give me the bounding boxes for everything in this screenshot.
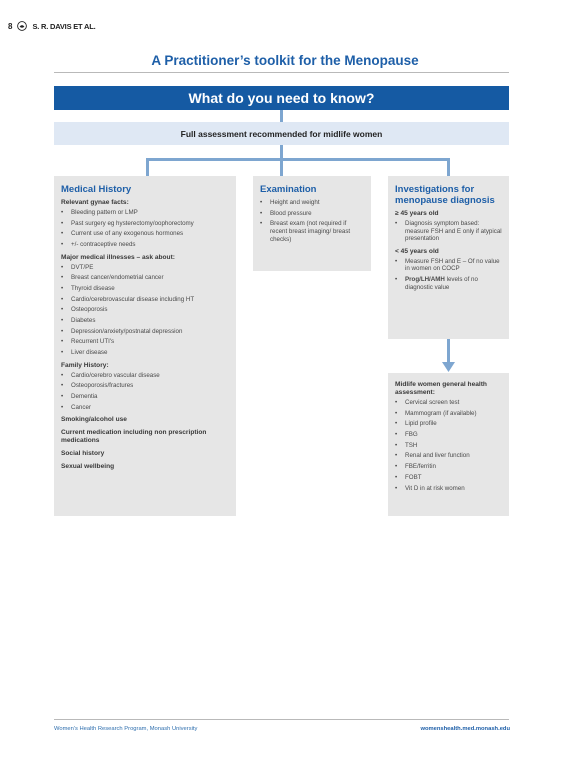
investigations-panel — [388, 176, 509, 339]
social-history-label: Social history — [61, 450, 105, 458]
connector-right — [447, 158, 450, 176]
list-item: • Osteoporosis — [61, 306, 229, 314]
list-item: • Diagnosis symptom based: measure FSH and E only if atypical presentation — [395, 220, 502, 243]
list-item: • Cancer — [61, 404, 229, 412]
connector-left — [146, 158, 149, 176]
illnesses-label: Major medical illnesses – ask about: — [61, 253, 175, 261]
list-item: • Thyroid disease — [61, 285, 229, 293]
connector-banner-sub — [280, 110, 283, 122]
page-number: 8 — [8, 21, 13, 31]
footer-rule — [54, 719, 509, 720]
list-item: • TSH — [395, 442, 502, 450]
journal-logo-icon — [17, 21, 27, 31]
main-banner: What do you need to know? — [54, 86, 509, 110]
running-authors: S. R. DAVIS ET AL. — [32, 21, 96, 31]
medical-history-panel — [54, 176, 236, 516]
illnesses-list — [61, 264, 229, 357]
list-item: • Blood pressure — [260, 210, 364, 218]
list-item: • FOBT — [395, 474, 502, 482]
list-item: • Breast cancer/endometrial cancer — [61, 274, 229, 282]
assessment-subtitle: Full assessment recommended for midlife women — [54, 122, 509, 145]
investigations-heading: Investigations for menopause diagnosis — [395, 184, 495, 206]
connector-horizontal — [146, 158, 450, 161]
examination-heading: Examination — [260, 184, 317, 195]
general-health-panel — [388, 373, 509, 516]
footer-institution: Women's Health Research Program, Monash University — [54, 726, 198, 732]
family-history-list — [61, 372, 229, 412]
title-rule — [54, 72, 509, 73]
list-item: • Mammogram (if available) — [395, 410, 502, 418]
list-item: • Cervical screen test — [395, 399, 502, 407]
examination-panel — [253, 176, 371, 271]
hormones-rest-text: levels of no diagnostic value — [405, 276, 478, 291]
running-header — [8, 20, 96, 32]
gynae-label: Relevant gynae facts: — [61, 199, 129, 206]
list-item: • Current use of any exogenous hormones — [61, 230, 229, 238]
footer-website: womenshealth.med.monash.edu — [420, 726, 510, 732]
page-title: A Practitioner’s toolkit for the Menopause — [151, 53, 419, 68]
hormones-bold-text: Prog/LH/AMH — [405, 276, 445, 284]
list-item: • Past surgery eg hysterectomy/oophorectomy — [61, 220, 229, 228]
connector-middle — [280, 158, 283, 176]
list-item: • Recurrent UTI's — [61, 338, 229, 346]
under-45-list — [395, 258, 502, 291]
medical-history-heading: Medical History — [61, 184, 132, 195]
list-item: • DVT/PE — [61, 264, 229, 272]
list-item: • Liver disease — [61, 349, 229, 357]
sexual-wellbeing-label: Sexual wellbeing — [61, 463, 115, 471]
over-45-label: ≥ 45 years old — [395, 210, 439, 217]
list-item: • Vit D in at risk women — [395, 485, 502, 493]
list-item: • Osteoporosis/fractures — [61, 382, 229, 390]
list-item: • Measure FSH and E – Of no value in women on COCP — [395, 258, 502, 273]
list-item: • Lipid profile — [395, 420, 502, 428]
list-item: • Depression/anxiety/postnatal depression — [61, 328, 229, 336]
list-item: • Cardio/cerebrovascular disease including HT — [61, 296, 229, 304]
medication-label: Current medication including non prescription medications — [61, 429, 207, 445]
family-history-label: Family History: — [61, 361, 109, 369]
list-item: • Height and weight — [260, 199, 364, 207]
examination-list — [260, 199, 364, 243]
list-item: • +/- contraceptive needs — [61, 241, 229, 249]
list-item: • Diabetes — [61, 317, 229, 325]
smoking-label: Smoking/alcohol use — [61, 416, 127, 424]
list-item: • FBG — [395, 431, 502, 439]
list-item: • Dementia — [61, 393, 229, 401]
list-item: • Bleeding pattern or LMP — [61, 209, 229, 217]
gynae-list — [61, 209, 229, 249]
under-45-label: < 45 years old — [395, 247, 439, 255]
list-item: • Breast exam (not required if recent breast imaging/ breast checks) — [260, 220, 364, 243]
general-health-heading: Midlife women general health assessment: — [395, 381, 487, 396]
general-health-list — [395, 399, 502, 492]
list-item: • FBE/ferritin — [395, 463, 502, 471]
list-item — [395, 276, 502, 291]
list-item: • Renal and liver function — [395, 452, 502, 460]
list-item: • Cardio/cerebro vascular disease — [61, 372, 229, 380]
over-45-list — [395, 220, 502, 243]
arrow-down-icon — [442, 362, 455, 373]
